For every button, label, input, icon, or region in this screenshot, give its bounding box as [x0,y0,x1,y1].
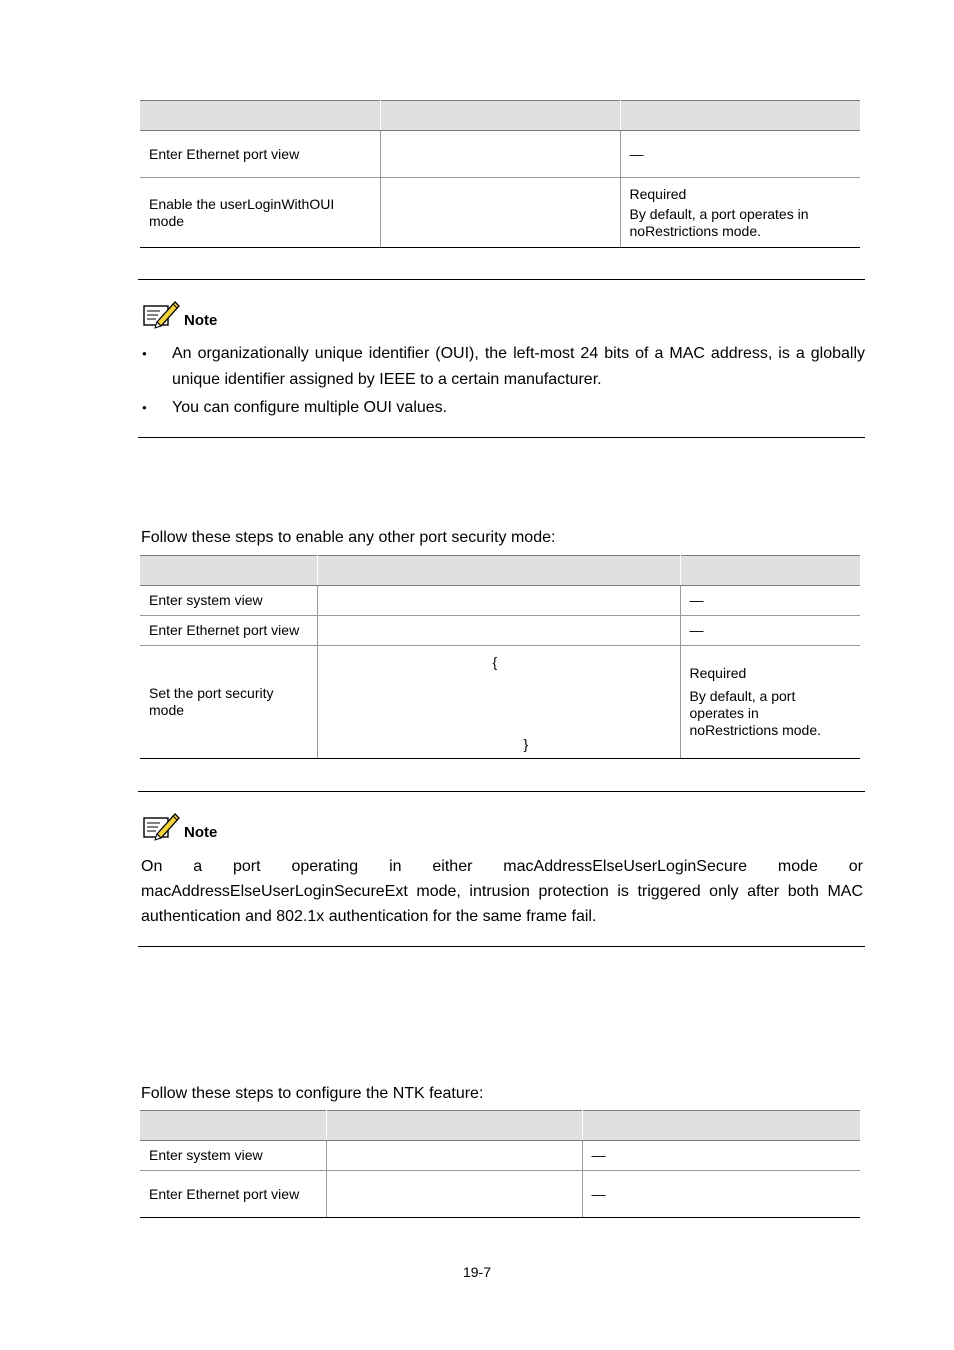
table-row [140,616,860,646]
operation-cell: Enter Ethernet port view [140,616,317,646]
command-cell [317,586,680,616]
operation-cell: Enter system view [140,1141,326,1171]
table-row [140,178,860,248]
note-label: Note [184,824,218,841]
note-label: Note [184,312,218,329]
remarks-cell: — [620,131,860,178]
command-cell [317,646,680,759]
remarks-cell: — [680,586,860,616]
table-row [140,131,860,178]
note-pencil-icon [142,810,180,842]
remarks-cell [620,178,860,248]
command-cell [326,1141,582,1171]
remarks-cell [680,646,860,759]
table-header-row [140,101,860,131]
page-number: 19-7 [462,1264,492,1280]
operation-cell: Enter system view [140,586,317,616]
command-cell [326,1171,582,1218]
note-box [138,279,865,438]
command-cell [380,178,620,248]
remarks-cell: — [680,616,860,646]
remarks-cell: — [582,1141,860,1171]
table-header-row [140,556,860,586]
instruction-text: Follow these steps to enable any other port security mode: [141,529,556,546]
table-row [140,1141,860,1171]
operation-cell: Enter Ethernet port view [140,131,380,178]
operation-cell: Set the port security mode [140,646,317,759]
list-item: ● An organizationally unique identifier (OUI), the left-most 24 bits of a MAC address, is a globally unique identifier assigned by IEEE to a certain manufacturer. [138,341,865,393]
instruction-text: Follow these steps to configure the NTK feature: [141,1085,484,1102]
table-row [140,1171,860,1218]
brace-open: { [492,654,498,670]
table-row [140,586,860,616]
command-cell [317,616,680,646]
brace-close: } [523,736,529,752]
operation-cell: Enter Ethernet port view [140,1171,326,1218]
remarks-required: Required [689,665,747,681]
command-cell [380,131,620,178]
operation-cell: Enable the userLoginWithOUI mode [140,178,380,248]
table-userloginwithoui [140,100,860,248]
note-bullet-list [138,341,865,421]
remarks-cell: — [582,1171,860,1218]
note-header [142,810,217,842]
table-port-security-mode [140,555,860,759]
table-ntk-feature [140,1110,860,1218]
remarks-default: By default, a port operates in noRestrictions mode. [689,688,822,738]
table-row [140,646,860,759]
note-pencil-icon [142,298,180,330]
note-header [142,298,217,330]
list-item: ● You can configure multiple OUI values. [138,395,865,421]
remarks-required: Required [629,185,687,202]
remarks-default: By default, a port operates in noRestrictions mode. [629,205,809,239]
note-box [138,791,865,947]
note-paragraph: On a port operating in either macAddressElseUserLoginSecure mode or macAddressElseUserLoginSecureExt mode, intrusion protection is triggered only after both MAC authentication and 802.1x authentication for the same frame fail. [141,858,863,925]
table-header-row [140,1111,860,1141]
